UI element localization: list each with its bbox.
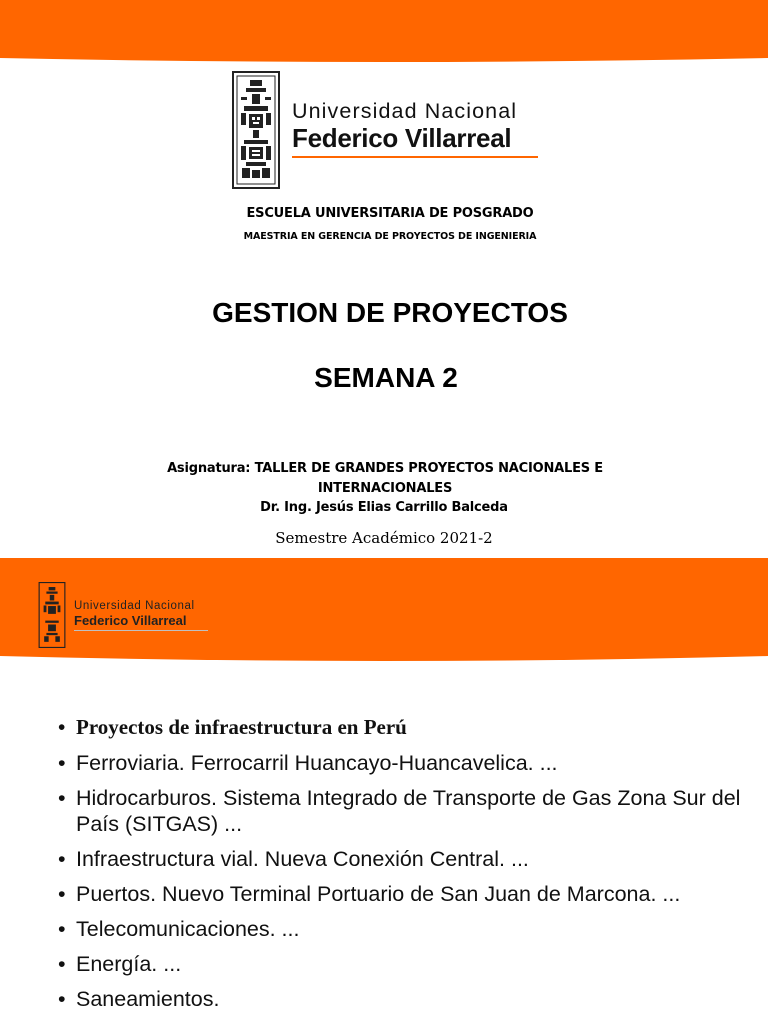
slide-title: GESTION DE PROYECTOS	[212, 297, 568, 328]
subject-text: Asignatura: TALLER DE GRANDES PROYECTOS NACIONALES E INTERNACIONALES	[167, 461, 603, 496]
program-name: MAESTRIA EN GERENCIA DE PROYECTOS DE INGENIERIA	[243, 231, 537, 242]
university-logo-small	[38, 582, 214, 648]
logo-underline	[74, 630, 208, 631]
logo-line-1: Universidad Nacional	[292, 99, 518, 123]
logo-line-2: Federico Villarreal	[292, 123, 512, 153]
semester-text: Semestre Académico 2021-2	[275, 529, 493, 547]
teacher-name: Dr. Ing. Jesús Elias Carrillo Balceda	[260, 500, 508, 515]
university-logo	[232, 71, 544, 189]
list-item: • Energía. ...	[58, 951, 758, 977]
list-item: • Ferroviaria. Ferrocarril Huancayo-Huancavelica. ...	[58, 750, 758, 776]
list-item: • Saneamientos.	[58, 986, 758, 1012]
top-orange-band	[0, 0, 768, 62]
school-name: ESCUELA UNIVERSITARIA DE POSGRADO	[246, 206, 534, 221]
list-item: • Telecomunicaciones. ...	[58, 916, 758, 942]
university-emblem-icon	[232, 71, 280, 189]
university-emblem-icon	[38, 582, 66, 648]
logo-line-1: Universidad Nacional	[74, 600, 195, 612]
logo-underline	[292, 156, 538, 158]
content-slide	[0, 558, 768, 1024]
list-item: • Proyectos de infraestructura en Perú	[58, 714, 758, 740]
list-item: • Hidrocarburos. Sistema Integrado de Transporte de Gas Zona Sur del País (SITGAS) ...	[58, 785, 758, 837]
logo-line-2: Federico Villarreal	[74, 613, 187, 628]
list-item: • Infraestructura vial. Nueva Conexión Central. ...	[58, 846, 758, 872]
bullet-list	[58, 714, 758, 1021]
list-item: • Puertos. Nuevo Terminal Portuario de San Juan de Marcona. ...	[58, 881, 758, 907]
slide-subtitle: SEMANA 2	[314, 362, 458, 393]
